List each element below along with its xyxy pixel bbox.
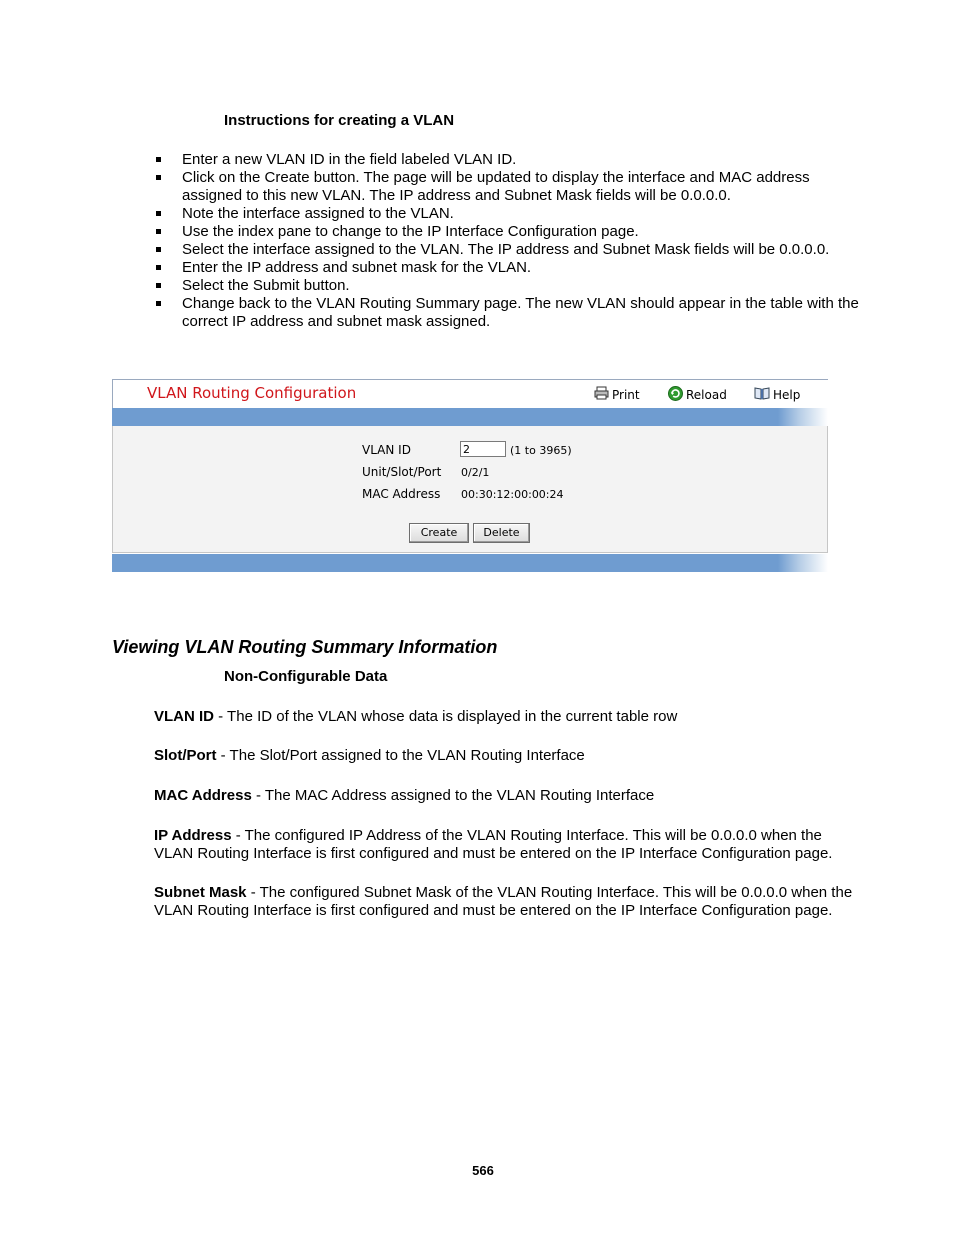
unit-slot-port-value: 0/2/1 [461, 466, 490, 479]
bullet-icon [156, 157, 161, 162]
panel-header-bar [112, 408, 828, 426]
bullet-icon [156, 175, 161, 180]
mac-address-label: MAC Address [362, 487, 441, 501]
bullet-icon [156, 301, 161, 306]
print-button[interactable]: Print [594, 386, 640, 403]
unit-slot-port-label: Unit/Slot/Port [362, 465, 442, 479]
list-item: Select the interface assigned to the VLAN. The IP address and Subnet Mask fields will be 0.0.0.0. [154, 241, 864, 259]
vlan-id-label: VLAN ID [362, 443, 411, 457]
mac-address-value: 00:30:12:00:00:24 [461, 488, 564, 501]
instructions-list [154, 151, 864, 331]
vlan-routing-config-panel [112, 379, 828, 573]
printer-icon [594, 386, 609, 403]
list-item: Enter a new VLAN ID in the field labeled VLAN ID. [154, 151, 864, 169]
reload-icon [668, 386, 683, 404]
bullet-icon [156, 229, 161, 234]
panel-footer-bar [112, 554, 828, 572]
list-item: Change back to the VLAN Routing Summary page. The new VLAN should appear in the table with the correct IP address and subnet mask assigned. [154, 295, 864, 331]
section-heading: Viewing VLAN Routing Summary Information [112, 637, 498, 657]
section-subheading: Non-Configurable Data [224, 668, 388, 685]
list-item: Click on the Create button. The page will be updated to display the interface and MAC address assigned to this new VLAN. The IP address and Subnet Mask fields will be 0.0.0.0. [154, 169, 864, 205]
reload-button[interactable]: Reload [668, 386, 727, 404]
delete-button[interactable]: Delete [473, 523, 530, 543]
panel-title: VLAN Routing Configuration [147, 384, 357, 402]
bullet-icon [156, 265, 161, 270]
list-item: Note the interface assigned to the VLAN. [154, 205, 864, 223]
bullet-icon [156, 283, 161, 288]
definition-mac-address: MAC Address - The MAC Address assigned to the VLAN Routing Interface [154, 787, 655, 804]
definition-slot-port: Slot/Port - The Slot/Port assigned to the VLAN Routing Interface [154, 747, 585, 764]
panel-left-border [112, 379, 113, 409]
definition-ip-address: IP Address - The configured IP Address of the VLAN Routing Interface. This will be 0.0.0.0 when the VLAN Routing Interface is first configured and must be entered on the IP Interface Configuration page. [154, 827, 833, 862]
definition-vlan-id: VLAN ID - The ID of the VLAN whose data is displayed in the current table row [154, 708, 678, 725]
create-button[interactable]: Create [409, 523, 469, 543]
bullet-icon [156, 211, 161, 216]
list-item: Use the index pane to change to the IP Interface Configuration page. [154, 223, 864, 241]
instructions-heading: Instructions for creating a VLAN [224, 112, 455, 129]
bullet-icon [156, 247, 161, 252]
panel-top-border [112, 379, 828, 380]
page-number: 566 [472, 1163, 494, 1178]
list-item: Select the Submit button. [154, 277, 864, 295]
vlan-id-range: (1 to 3965) [510, 444, 572, 457]
help-button[interactable]: Help [754, 386, 800, 403]
vlan-id-input[interactable] [460, 441, 506, 457]
list-item: Enter the IP address and subnet mask for the VLAN. [154, 259, 864, 277]
help-book-icon [754, 386, 770, 403]
definition-subnet-mask: Subnet Mask - The configured Subnet Mask of the VLAN Routing Interface. This will be 0.0.0.0 when the VLAN Routing Interface is first configured and must be entered on the IP Interface Configuration page. [154, 884, 853, 919]
